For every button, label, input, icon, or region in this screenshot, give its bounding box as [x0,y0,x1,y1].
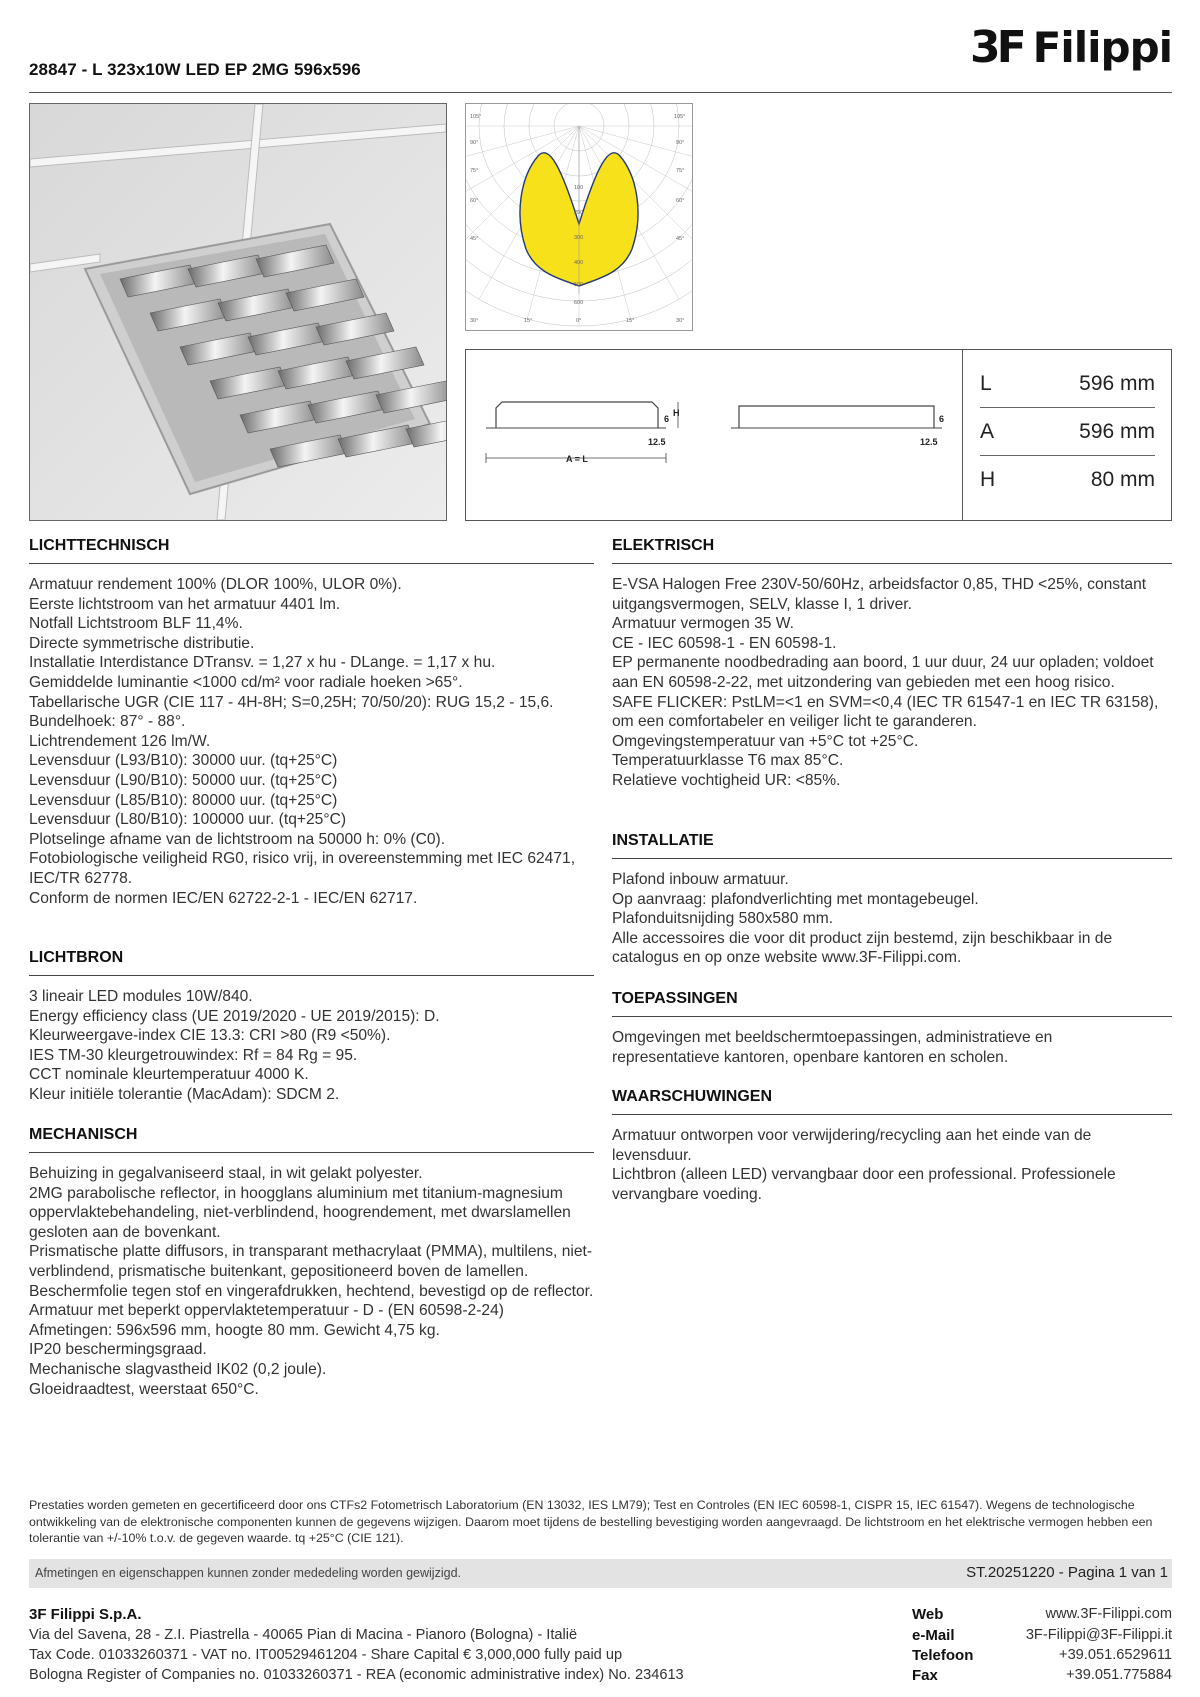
spec-line: Beschermfolie tegen stof en vingerafdrukken, hechtend, bevestigd op de reflector. [29,1282,594,1300]
section-divider [29,563,594,564]
footnote: Prestaties worden gemeten en gecertificeerd door ons CTFs2 Fotometrisch Laboratorium (EN 13032, IES LM79); Test en Controles (EN IEC 60598-1, CISPR 15, IEC 61547). Wegens de technologische ontwikkeling van de elektronische componenten kunnen de gegevens wijzigen. Daarom moet tijdens de bestelling bevestiging worden aangevraagd. De lichtstroom en het elektrische vermogen hebben een tolerantie van +/-10% t.o.v. de gegeven waarde. tq +25°C (CIE 121). [29,1498,1153,1545]
spec-line: Mechanische slagvastheid IK02 (0,2 joule). [29,1360,327,1378]
header-divider [29,92,1172,93]
polar-light-distribution [465,103,693,331]
address-line: Via del Savena, 28 - Z.I. Piastrella - 40065 Pian di Macina - Pianoro (Bologna) - Italië [29,1627,578,1643]
spec-line: Afmetingen: 596x596 mm, hoogte 80 mm. Gewicht 4,75 kg. [29,1321,440,1339]
spec-line: Installatie Interdistance DTransv. = 1,27 x hu - DLange. = 1,17 x hu. [29,654,496,672]
dimension-row-a [980,408,1155,456]
dimension-key: A [980,420,995,443]
dimensions-divider [962,350,963,520]
spec-line: Levensduur (L80/B10): 100000 uur. (tq+25°C) [29,811,347,829]
contact-email-link[interactable]: 3F-Filippi@3F-Filippi.it [1025,1627,1172,1643]
contact-phone: +39.051.6529611 [1059,1647,1172,1663]
brand-logo [970,22,1172,74]
radial-label: 600 [574,300,584,306]
section-divider [29,1152,594,1153]
contact-label-web: Web [912,1606,944,1623]
angle-label-right: 75° [676,168,685,174]
spec-line: Plafonduitsnijding 580x580 mm. [612,910,834,928]
document-title: 28847 - L 323x10W LED EP 2MG 596x596 [29,60,361,79]
dim-label-al: A = L [566,454,588,464]
section-title-lichttechnisch: LICHTTECHNISCH [29,537,170,554]
spec-line: Directe symmetrische distributie. [29,634,255,652]
radial-label: 500 [574,282,584,288]
section-divider [612,1016,1172,1017]
contact-web-link[interactable]: www.3F-Filippi.com [1045,1606,1172,1622]
spec-line: 3 lineair LED modules 10W/840. [29,988,253,1005]
spec-line: Temperatuurklasse T6 max 85°C. [612,752,844,770]
angle-label-right: 30° [676,318,685,324]
angle-label-bottom: 0° [576,318,582,324]
angle-label-left: 75° [470,168,479,174]
contact-fax: +39.051.775884 [1066,1667,1172,1683]
section-body-lichttechnisch [29,575,584,908]
spec-line: Omgevingstemperatuur van +5°C tot +25°C. [612,732,919,750]
dim-label-h: H [673,408,680,418]
side-profile-outline [496,402,658,428]
spec-line: Armatuur met beperkt oppervlaktetemperatuur - D - (EN 60598-2-24) [29,1302,504,1320]
spec-line: Bundelhoek: 87° - 88°. [29,713,186,731]
spec-line: 2MG parabolische reflector, in hoogglans aluminium met titanium-magnesium oppervlaktebehandeling, niet-verblindend, hoogrendement, met dwarslamellen gesloten aan de bovenkant. [29,1184,571,1241]
section-divider [612,563,1172,564]
section-body-waarschuwingen [612,1126,1157,1204]
logo-mark: 3F [970,22,1023,73]
dim-label: 12.5 [648,437,666,447]
dimension-value: 80 mm [1090,468,1155,491]
spec-line: Armatuur ontworpen voor verwijdering/recycling aan het einde van de levensduur. [612,1127,1092,1164]
angle-label-left: 90° [470,140,479,146]
dimension-row-l [980,360,1155,408]
spec-line: Lichtbron (alleen LED) vervangbaar door een professional. Professionele vervangbare voeding. [612,1166,1116,1203]
spec-line: Energy efficiency class (UE 2019/2020 - UE 2019/2015): D. [29,1007,440,1025]
spec-line: Levensduur (L90/B10): 50000 uur. (tq+25°C) [29,771,338,789]
spec-line: Levensduur (L93/B10): 30000 uur. (tq+25°C) [29,752,338,770]
spec-line: IP20 beschermingsgraad. [29,1341,207,1359]
section-title-mechanisch: MECHANISCH [29,1126,138,1143]
polar-diagram-svg [466,104,692,330]
spec-line: Armatuur vermogen 35 W. [612,615,795,633]
spec-line: E-VSA Halogen Free 230V-50/60Hz, arbeidsfactor 0,85, THD <25%, constant uitgangsvermogen, SELV, klasse I, 1 driver. [612,576,1147,613]
disclaimer-text: Afmetingen en eigenschappen kunnen zonder mededeling worden gewijzigd. [35,1566,461,1580]
angle-label-left: 30° [470,318,479,324]
angle-label-left: 105° [470,114,482,120]
section-divider [29,975,594,976]
spec-line: Op aanvraag: plafondverlichting met montagebeugel. [612,890,979,908]
dimension-row-h [980,456,1155,503]
dim-label: 6 [939,414,945,424]
spec-line: Plotselinge afname van de lichtstroom na 50000 h: 0% (C0). [29,830,446,848]
section-body-installatie [612,870,1162,968]
logo-wordmark: Filippi [1032,23,1173,72]
spec-line: Kleur initiële tolerantie (MacAdam): SDCM 2. [29,1085,340,1103]
spec-line: IES TM-30 kleurgetrouwindex: Rf = 84 Rg = 95. [29,1046,358,1064]
section-body-mechanisch [29,1164,594,1399]
radial-label: 100 [574,185,584,191]
spec-line: Eerste lichtstroom van het armatuur 4401 lm. [29,595,341,613]
radial-label: 400 [574,260,584,266]
spec-line: Plafond inbouw armatuur. [612,871,789,888]
dimension-drawing [466,350,961,520]
spec-line: Levensduur (L85/B10): 80000 uur. (tq+25°C) [29,791,338,809]
product-photo [29,103,447,521]
angle-label-bottom: 15° [626,318,635,324]
section-body-toepassingen [612,1028,1132,1067]
angle-label-right: 45° [676,236,685,242]
section-title-elektrisch: ELEKTRISCH [612,537,715,554]
contact-label-fax: Fax [912,1667,938,1684]
radial-label: 300 [574,235,584,241]
section-title-lichtbron: LICHTBRON [29,949,124,966]
angle-label-bottom: 15° [524,318,533,324]
dimension-key: L [980,372,992,395]
section-body-elektrisch [612,575,1162,791]
front-profile-outline [739,406,934,428]
spec-line: Kleurweergave-index CIE 13.3: CRI >80 (R9 <50%). [29,1027,391,1045]
dimensions-panel [465,349,1172,521]
dim-label: 12.5 [920,437,938,447]
angle-label-left: 60° [470,198,479,204]
spec-line: Conform de normen IEC/EN 62722-2-1 - IEC/EN 62717. [29,889,418,907]
spec-line: Lichtrendement 126 lm/W. [29,732,211,750]
spec-line: Armatuur rendement 100% (DLOR 100%, ULOR 0%). [29,576,402,593]
spec-line: Alle accessoires die voor dit product zijn bestemd, zijn beschikbaar in de catalogus en op onze website www.3F-Filippi.com. [612,929,1113,967]
polar-grid-spoke [466,126,579,178]
contact-label-email: e-Mail [912,1627,955,1644]
section-body-lichtbron [29,987,584,1105]
spec-line: SAFE FLICKER: PstLM=<1 en SVM=<0,4 (IEC TR 61547-1 en IEC TR 63158), om een comfortabeler en veiliger licht te garanderen. [612,693,1159,731]
spec-line: Relatieve vochtigheid UR: <85%. [612,771,841,789]
page-indicator: ST.20251220 - Pagina 1 van 1 [966,1564,1168,1581]
footer-bar [29,1559,1172,1588]
product-photo-illustration [30,104,446,520]
spec-line: Notfall Lichtstroom BLF 11,4%. [29,615,243,633]
dim-label: 6 [664,414,670,424]
dimension-value: 596 mm [1079,420,1155,443]
angle-label-left: 45° [470,236,479,242]
spec-line: Prismatische platte diffusors, in transparant methacrylaat (PMMA), multilens, niet-verblindend, prismatische buitenkant, gepositioneerd boven de lamellen. [29,1243,593,1280]
contact-label-phone: Telefoon [912,1647,974,1664]
section-title-waarschuwingen: WAARSCHUWINGEN [612,1088,772,1105]
address-line: Bologna Register of Companies no. 01033260371 - REA (economic administrative index) No. 234613 [29,1667,684,1683]
address-line: Tax Code. 01033260371 - VAT no. IT00529461204 - Share Capital € 3,000,000 fully paid up [29,1647,623,1663]
angle-label-right: 105° [674,114,686,120]
section-title-installatie: INSTALLATIE [612,832,714,849]
section-divider [612,1114,1172,1115]
dimension-value: 596 mm [1079,372,1155,395]
radial-label: 200 [574,210,584,216]
spec-line: CE - IEC 60598-1 - EN 60598-1. [612,634,837,652]
dimension-key: H [980,468,996,491]
company-name: 3F Filippi S.p.A. [29,1606,142,1623]
spec-line: Behuizing in gegalvaniseerd staal, in wit gelakt polyester. [29,1165,423,1182]
section-title-toepassingen: TOEPASSINGEN [612,990,738,1007]
spec-line: Tabellarische UGR (CIE 117 - 4H-8H; S=0,25H; 70/50/20): RUG 15,2 - 15,6. [29,693,554,711]
dimension-drawing-svg [466,350,961,520]
spec-line: CCT nominale kleurtemperatuur 4000 K. [29,1066,309,1084]
spec-line: Fotobiologische veiligheid RG0, risico vrij, in overeenstemming met IEC 62471, IEC/TR 62778. [29,850,576,887]
spec-line: EP permanente noodbedrading aan boord, 1 uur duur, 24 uur opladen; voldoet aan EN 60598-2-22, met uitzondering van gebieden met een hoog risico. [612,654,1154,691]
angle-label-right: 90° [676,140,685,146]
spec-line: Gemiddelde luminantie <1000 cd/m² voor radiale hoeken >65°. [29,673,463,691]
spec-line: Gloeidraadtest, weerstaat 650°C. [29,1380,259,1398]
section-divider [612,858,1172,859]
spec-line: Omgevingen met beeldschermtoepassingen, administratieve en representatieve kantoren, openbare kantoren en scholen. [612,1029,1053,1066]
angle-label-right: 60° [676,198,685,204]
